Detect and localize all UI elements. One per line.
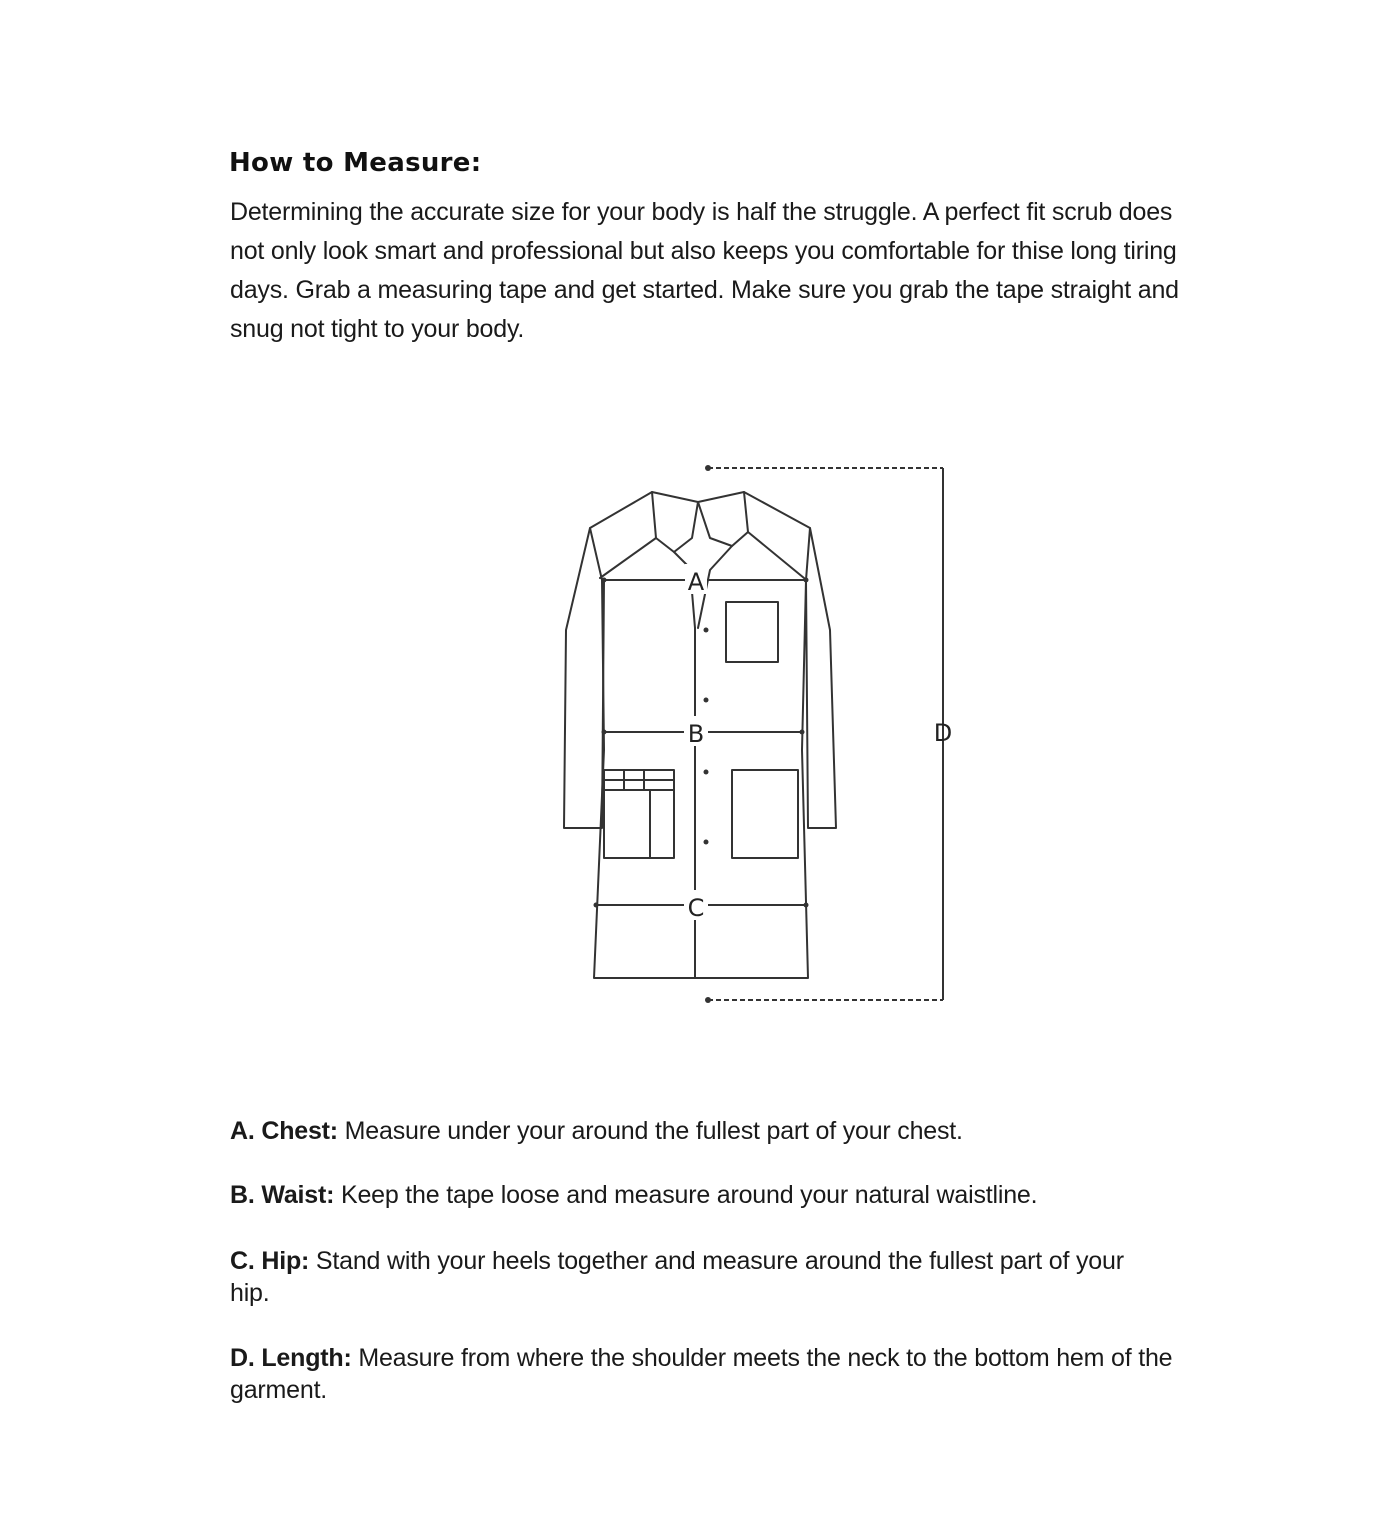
measurement-text: Measure from where the shoulder meets the neck to the bottom hem of the garment. — [230, 1344, 1173, 1404]
measurement-hip — [230, 1245, 1140, 1309]
right-sleeve — [806, 528, 836, 828]
label-a: A — [687, 568, 705, 596]
measurement-length — [230, 1342, 1190, 1406]
page-title: How to Measure: — [229, 148, 482, 178]
chest-pocket — [726, 602, 778, 662]
lab-coat-illustration — [540, 450, 980, 1020]
intro-paragraph: Determining the accurate size for your body is half the struggle. A perfect fit scrub does not only look smart and professional but also keeps you comfortable for thise long tiring days. Grab a measuring tape and get started. Make sure you grab the tape straight and snug not tight to your body. — [230, 198, 1179, 343]
measurement-term: D. Length: — [230, 1344, 352, 1372]
measurement-text: Keep the tape loose and measure around your natural waistline. — [334, 1181, 1038, 1209]
measurement-text: Measure under your around the fullest part of your chest. — [337, 1117, 963, 1145]
left-sleeve — [564, 528, 604, 828]
measurement-waist — [230, 1179, 1190, 1211]
label-d: D — [933, 719, 953, 747]
label-c: C — [687, 894, 705, 922]
label-b: B — [687, 720, 705, 748]
lab-coat-diagram — [540, 450, 980, 1020]
measurement-term: B. Waist: — [230, 1181, 335, 1209]
right-lower-pocket — [732, 770, 798, 858]
measurement-term: C. Hip: — [230, 1247, 310, 1275]
measurement-chest — [230, 1115, 1190, 1147]
measurement-term: A. Chest: — [230, 1117, 338, 1145]
measurement-text: Stand with your heels together and measure around the fullest part of your hip. — [230, 1247, 1124, 1307]
left-lower-pocket — [604, 770, 674, 858]
